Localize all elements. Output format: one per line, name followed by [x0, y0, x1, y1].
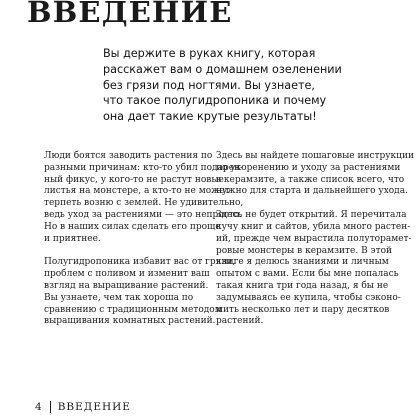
lead-line: что такое полугидропоника и почему — [103, 94, 327, 108]
body-paragraph — [44, 151, 244, 245]
text-line: нужно для старта и дальнейшего ухода. — [216, 186, 408, 197]
text-line: кучу книг и сайтов, убила много растен- — [216, 221, 411, 232]
text-line: задумываясь ее купила, чтобы сэконо- — [216, 292, 401, 303]
text-line: мить несколько лет и пару десятков — [216, 304, 390, 315]
footer-divider — [50, 401, 51, 413]
text-line: в керамзите, а также список всего, что — [216, 174, 405, 185]
footer-section-title: ВВЕДЕНИЕ — [57, 401, 131, 413]
text-line: книге я делюсь знаниями и личным — [216, 257, 389, 268]
text-line: такая книга три года назад, я бы не — [216, 280, 389, 291]
text-line: Вы узнаете, чем так хороша по — [44, 292, 194, 303]
text-line: разными причинам: кто-то убил подарен- — [44, 162, 244, 173]
text-line: взгляд на выращивание растений. — [44, 280, 209, 291]
page-number: 4 — [35, 401, 43, 413]
text-line: Люди боятся заводить растения по — [44, 151, 213, 161]
text-line: проблем с поливом и изменит ваш — [44, 269, 210, 280]
text-line: и приятнее. — [44, 233, 101, 244]
right-column — [216, 151, 414, 340]
text-line: опытом с вами. Если бы мне попалась — [216, 269, 399, 280]
lead-line: без грязи под ногтями. Вы узнаете, — [103, 78, 315, 92]
text-line: ведь уход за растениями — это непросто. — [44, 209, 242, 220]
text-line: Но в наших силах сделать его проще — [44, 221, 221, 232]
lead-line: расскажет вам о домашнем озеленении — [103, 62, 342, 76]
text-line: ровые монстеры в керамзите. В этой — [216, 245, 392, 256]
text-line: терпеть возню с землей. Не удивительно, — [44, 198, 244, 209]
page-footer — [35, 401, 131, 413]
text-line: растений. — [216, 316, 264, 327]
body-paragraph — [216, 151, 414, 198]
text-line: по укоренению и уходу за растениями — [216, 162, 401, 173]
lead-line: Вы держите в руках книгу, которая — [103, 47, 316, 60]
text-line: выращивания комнатных растений. — [44, 316, 216, 327]
lead-paragraph — [103, 46, 403, 125]
text-line: ный фикус, у кого-то не растут новые — [44, 174, 224, 185]
left-column — [44, 151, 244, 340]
body-paragraph — [44, 257, 236, 328]
text-line: Здесь вы найдете пошаговые инструкции — [216, 151, 414, 161]
body-paragraph — [216, 210, 412, 328]
page-title: ВВЕДЕНИЕ — [27, 0, 233, 29]
text-line: Здесь не будет открытий. Я перечитала — [216, 210, 407, 221]
lead-line: она дает такие крутые результаты! — [103, 110, 317, 124]
text-line: листья на монстере, а кто-то не может — [44, 186, 230, 197]
text-line: ий, прежде чем вырастила полуторамет- — [216, 233, 412, 244]
text-line: сравнению с традиционным методом — [44, 304, 222, 315]
text-line: Полугидропоника избавит вас от грязи, — [44, 257, 236, 268]
